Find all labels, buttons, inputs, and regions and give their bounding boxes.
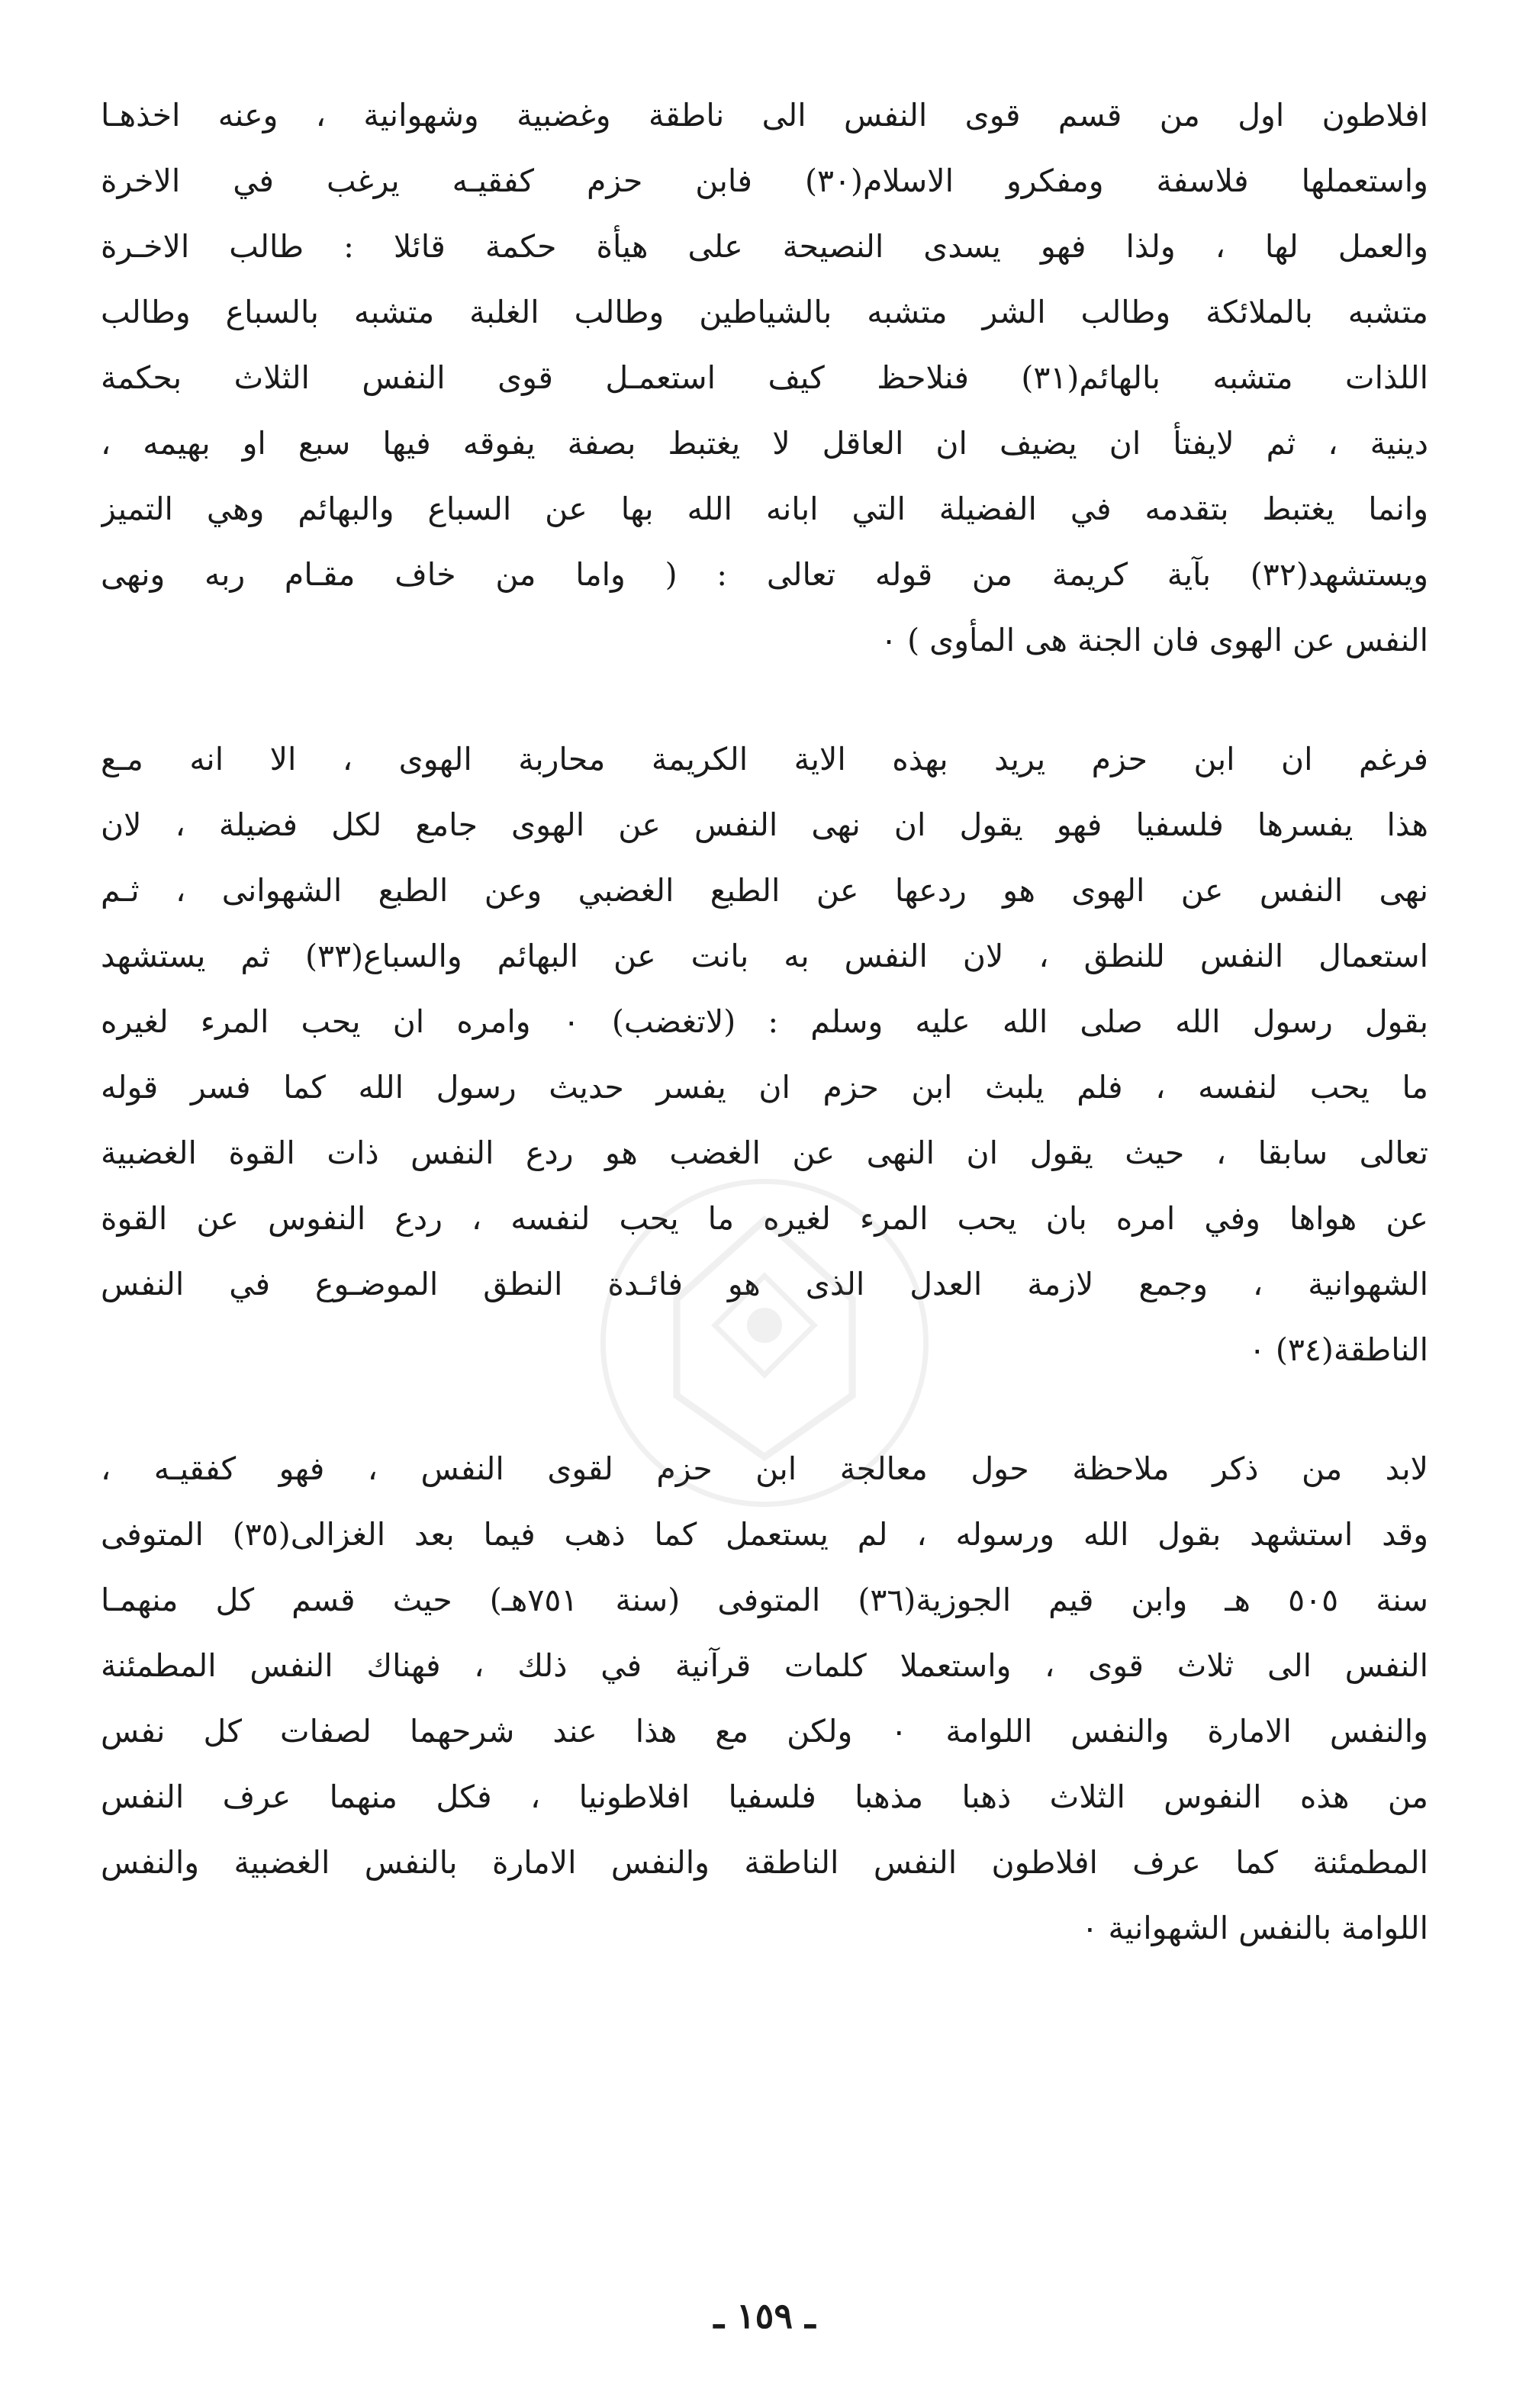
text-line: تعالى سابقا ، حيث يقول ان النهى عن الغضب هو ردع النفس ذات القوة الغضبية bbox=[101, 1135, 1428, 1171]
text-line: نهى النفس عن الهوى هو ردعها عن الطبع الغضبي وعن الطبع الشهوانى ، ثـم bbox=[101, 872, 1428, 909]
paragraph-1 bbox=[101, 82, 1428, 673]
text-line: والنفس الامارة والنفس اللوامة ٠ ولكن مع هذا عند شرحهما لصفات كل نفس bbox=[101, 1713, 1428, 1750]
paragraph-gap bbox=[101, 1383, 1428, 1436]
text-line: استعمال النفس للنطق ، لان النفس به بانت عن البهائم والسباع(٣٣) ثم يستشهد bbox=[101, 938, 1428, 974]
text-line: النفس عن الهوى فان الجنة هى المأوى ) ٠ bbox=[880, 622, 1428, 658]
text-line: من هذه النفوس الثلاث ذهبا مذهبا فلسفيا افلاطونيا ، فكل منهما عرف النفس bbox=[101, 1779, 1428, 1815]
text-line: متشبه بالملائكة وطالب الشر متشبه بالشياطين وطالب الغلبة متشبه بالسباع وطالب bbox=[101, 294, 1428, 330]
text-line: واستعملها فلاسفة ومفكرو الاسلام(٣٠) فابن حزم كفقيـه يرغب في الاخرة bbox=[101, 163, 1428, 199]
text-line: وقد استشهد بقول الله ورسوله ، لم يستعمل كما ذهب فيما بعد الغزالى(٣٥) المتوفى bbox=[101, 1516, 1428, 1553]
text-line: سنة ٥٠٥ هـ وابن قيم الجوزية(٣٦) المتوفى (سنة ٧٥١هـ) حيث قسم كل منهمـا bbox=[101, 1582, 1428, 1618]
text-line: لابد من ذكر ملاحظة حول معالجة ابن حزم لقوى النفس ، فهو كفقيـه ، bbox=[101, 1450, 1428, 1487]
text-line: النفس الى ثلاث قوى ، واستعملا كلمات قرآنية في ذلك ، فهناك النفس المطمئنة bbox=[101, 1647, 1428, 1684]
text-line: ما يحب لنفسه ، فلم يلبث ابن حزم ان يفسر حديث رسول الله كما فسر قوله bbox=[101, 1069, 1428, 1106]
paragraph-gap bbox=[101, 673, 1428, 726]
text-line: المطمئنة كما عرف افلاطون النفس الناطقة والنفس الامارة بالنفس الغضبية والنفس bbox=[101, 1844, 1428, 1881]
paragraph-2 bbox=[101, 726, 1428, 1383]
page-number: ـ ١٥٩ ـ bbox=[713, 2295, 816, 2336]
text-line: اللوامة بالنفس الشهوانية ٠ bbox=[1081, 1910, 1428, 1946]
text-line: بقول رسول الله صلى الله عليه وسلم : (لاتغضب) ٠ وامره ان يحب المرء لغيره bbox=[101, 1003, 1428, 1040]
text-line: افلاطون اول من قسم قوى النفس الى ناطقة وغضبية وشهوانية ، وعنه اخذهـا bbox=[101, 97, 1428, 134]
text-line: هذا يفسرها فلسفيا فهو يقول ان نهى النفس عن الهوى جامع لكل فضيلة ، لان bbox=[101, 806, 1428, 843]
text-line: الشهوانية ، وجمع لازمة العدل الذى هو فائـدة النطق الموضـوع في النفس bbox=[101, 1266, 1428, 1302]
text-line: ويستشهد(٣٢) بآية كريمة من قوله تعالى : ( واما من خاف مقـام ربه ونهى bbox=[101, 556, 1428, 593]
text-line: اللذات متشبه بالهائم(٣١) فنلاحظ كيف استعمـل قوى النفس الثلاث بحكمة bbox=[101, 359, 1428, 396]
paragraph-3 bbox=[101, 1436, 1428, 1961]
text-line: والعمل لها ، ولذا فهو يسدى النصيحة على هيأة حكمة قائلا : طالب الاخـرة bbox=[101, 228, 1428, 265]
text-line: وانما يغتبط بتقدمه في الفضيلة التي ابانه الله بها عن السباع والبهائم وهي التميز bbox=[101, 491, 1428, 527]
text-line: عن هواها وفي امره بان يحب المرء لغيره ما يحب لنفسه ، ردع النفوس عن القوة bbox=[101, 1200, 1428, 1237]
text-line: فرغم ان ابن حزم يريد بهذه الاية الكريمة محاربة الهوى ، الا انه مـع bbox=[101, 741, 1428, 777]
text-line: دينية ، ثم لايفتأ ان يضيف ان العاقل لا يغتبط بصفة يفوقه فيها سبع او بهيمه ، bbox=[101, 425, 1428, 462]
text-line: الناطقة(٣٤) ٠ bbox=[1248, 1331, 1428, 1368]
